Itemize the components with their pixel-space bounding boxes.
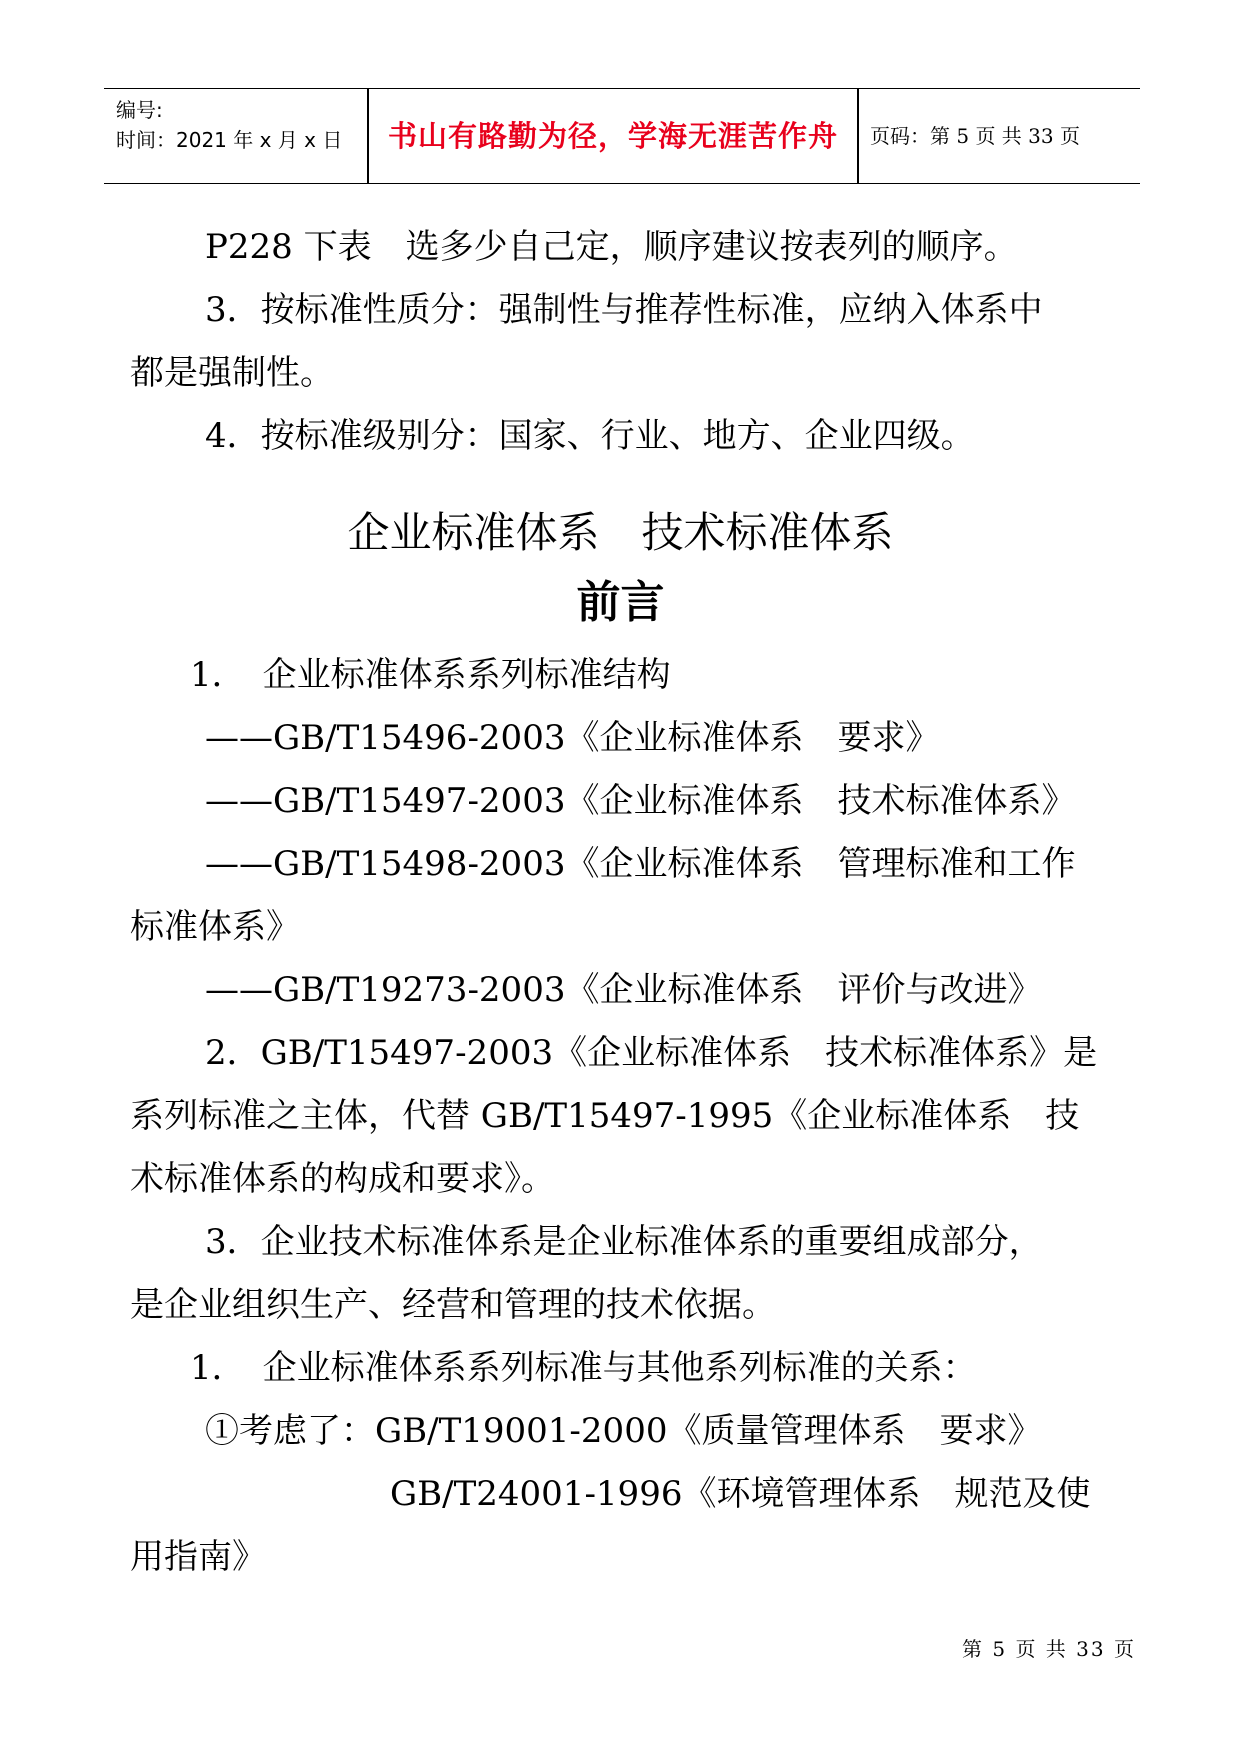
body-paragraph-line: P228 下表 选多少自己定，顺序建议按表列的顺序。 bbox=[205, 227, 1018, 267]
body-paragraph-line: 用指南》 bbox=[130, 1537, 266, 1577]
header-motto: 书山有路勤为径，学海无涯苦作舟 bbox=[387, 119, 838, 153]
page-header bbox=[104, 88, 1140, 184]
header-meta bbox=[116, 95, 342, 155]
list-item: ——GB/T15497-2003《企业标准体系 技术标准体系》 bbox=[205, 781, 1076, 821]
list-item: 标准体系》 bbox=[130, 907, 300, 947]
section-subtitle: 前言 bbox=[576, 577, 665, 628]
body-paragraph-line: 是企业组织生产、经营和管理的技术依据。 bbox=[130, 1285, 776, 1325]
document-time-label: 时间：2021 年 x 月 x 日 bbox=[116, 128, 343, 152]
body-paragraph-line: 系列标准之主体，代替 GB/T15497-1995《企业标准体系 技 bbox=[130, 1096, 1080, 1136]
body-paragraph-line: 4．按标准级别分：国家、行业、地方、企业四级。 bbox=[205, 416, 975, 456]
list-item: 1． 企业标准体系系列标准结构 bbox=[190, 655, 671, 695]
section-title: 企业标准体系 技术标准体系 bbox=[347, 508, 894, 557]
body-paragraph-line: ①考虑了：GB/T19001-2000《质量管理体系 要求》 bbox=[205, 1411, 1042, 1451]
body-paragraph-line: GB/T24001-1996《环境管理体系 规范及使 bbox=[390, 1474, 1091, 1514]
body-paragraph-line: 1． 企业标准体系系列标准与其他系列标准的关系： bbox=[190, 1348, 977, 1388]
list-item: ——GB/T15496-2003《企业标准体系 要求》 bbox=[205, 718, 940, 758]
body-paragraph-line: 术标准体系的构成和要求》。 bbox=[130, 1159, 555, 1199]
header-divider bbox=[857, 89, 859, 183]
body-paragraph-line: 2．GB/T15497-2003《企业标准体系 技术标准体系》是 bbox=[205, 1033, 1098, 1073]
body-paragraph-line: 3．企业技术标准体系是企业标准体系的重要组成部分， bbox=[205, 1222, 1043, 1262]
body-paragraph-line: 都是强制性。 bbox=[130, 353, 334, 393]
document-number-label: 编号: bbox=[116, 98, 163, 122]
body-paragraph-line: 3．按标准性质分：强制性与推荐性标准，应纳入体系中 bbox=[205, 290, 1043, 330]
list-item: ——GB/T19273-2003《企业标准体系 评价与改进》 bbox=[205, 970, 1042, 1010]
header-page-number: 页码：第 5 页 共 33 页 bbox=[870, 124, 1080, 148]
footer-page-number: 第 5 页 共 33 页 bbox=[962, 1637, 1136, 1661]
list-item: ——GB/T15498-2003《企业标准体系 管理标准和工作 bbox=[205, 844, 1076, 884]
